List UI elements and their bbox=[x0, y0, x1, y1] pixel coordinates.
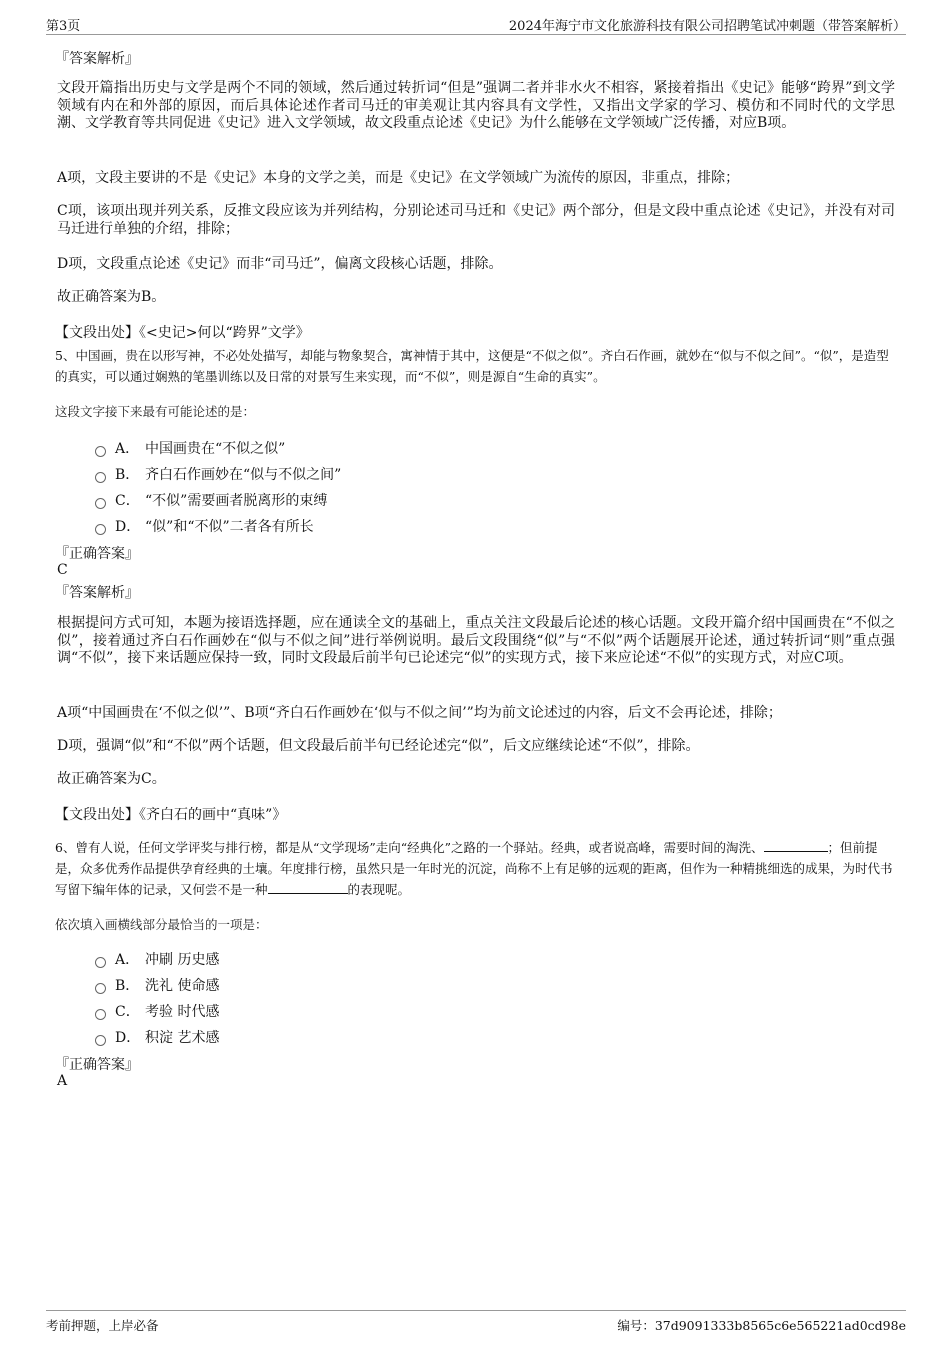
q5-option-d[interactable]: D． “似”和“不似”二者各有所长 bbox=[95, 516, 314, 536]
analysis-paragraph: C项，该项出现并列关系，反推文段应该为并列结构，分别论述司马迁和《史记》两个部分，但是文段中重点论述《史记》，并没有对司马迁进行单独的介绍，排除； bbox=[57, 203, 895, 237]
radio-icon[interactable] bbox=[95, 446, 106, 457]
analysis-paragraph: 文段开篇指出历史与文学是两个不同的领域，然后通过转折词“但是”强调二者并非水火不相容，紧接着指出《史记》能够“跨界”到文学领域有内在和外部的原因，而后具体论述作者司马迁的审美观让其内容具有文学性，又指出文学家的学习、模仿和不同时代的文学思潮、文学教育等共同促进《史记》进入文学领域，故文段重点论述《史记》为什么能够在文学领域广泛传播，对应B项。 bbox=[57, 80, 895, 131]
radio-icon[interactable] bbox=[95, 957, 106, 968]
document-id: 编号：37d9091333b8565c6e565221ad0cd98e bbox=[617, 1318, 906, 1333]
analysis-paragraph: D项，强调“似”和“不似”两个话题，但文段最后前半句已经论述完“似”，后文应继续论述“不似”，排除。 bbox=[57, 738, 700, 754]
q5-option-c[interactable]: C． “不似”需要画者脱离形的束缚 bbox=[95, 490, 327, 510]
page-number: 第3页 bbox=[46, 19, 81, 34]
analysis-label: 『答案解析』 bbox=[55, 585, 139, 601]
q6-option-c[interactable]: C． 考验 时代感 bbox=[95, 1001, 219, 1021]
correct-answer: A bbox=[57, 1073, 68, 1089]
page-header bbox=[46, 12, 906, 35]
radio-icon[interactable] bbox=[95, 524, 106, 535]
document-title: 2024年海宁市文化旅游科技有限公司招聘笔试冲刺题（带答案解析） bbox=[508, 19, 906, 34]
passage-source: 【文段出处】《<史记>何以“跨界”文学》 bbox=[55, 325, 310, 341]
question-5-prompt: 这段文字接下来最有可能论述的是： bbox=[55, 404, 256, 419]
q6-option-b[interactable]: B． 洗礼 使命感 bbox=[95, 975, 219, 995]
radio-icon[interactable] bbox=[95, 983, 106, 994]
analysis-label: 『答案解析』 bbox=[55, 51, 139, 67]
analysis-paragraph: A项，文段主要讲的不是《史记》本身的文学之美，而是《史记》在文学领域广为流传的原因，非重点，排除； bbox=[57, 170, 740, 186]
fill-blank-2 bbox=[268, 880, 348, 894]
analysis-conclusion: 故正确答案为C。 bbox=[57, 771, 166, 787]
analysis-paragraph: D项，文段重点论述《史记》而非“司马迁”，偏离文段核心话题，排除。 bbox=[57, 256, 503, 272]
q6-option-a[interactable]: A． 冲刷 历史感 bbox=[95, 949, 219, 969]
correct-answer: C bbox=[57, 562, 68, 578]
question-6-prompt: 依次填入画横线部分最恰当的一项是： bbox=[55, 917, 268, 932]
analysis-conclusion: 故正确答案为B。 bbox=[57, 289, 166, 305]
analysis-paragraph: 根据提问方式可知，本题为接语选择题，应在通读全文的基础上，重点关注文段最后论述的核心话题。文段开篇介绍中国画贵在“不似之似”，接着通过齐白石作画妙在“似与不似之间”进行举例说明。最后文段围绕“似”与“不似”两个话题展开论述，通过转折词“则”重点强调“不似”，接下来话题应保持一致，同时文段最后前半句已论述完“似”的实现方式，接下来应论述“不似”的实现方式，对应C项。 bbox=[57, 615, 895, 666]
question-6-text: 6、曾有人说，任何文学评奖与排行榜，都是从“文学现场”走向“经典化”之路的一个驿站。经典，或者说高峰，需要时间的淘洗、 ；但前提是，众多优秀作品提供孕育经典的土壤。年度排行榜，虽然只是一年时光的沉淀，尚称不上有足够的远观的距离，但作为一种精挑细选的成果，为时代书写留下编年体的记录，又何尝不是一种 的表现呢。 bbox=[55, 840, 893, 897]
correct-answer-label: 『正确答案』 bbox=[55, 1057, 139, 1073]
passage-source: 【文段出处】《齐白石的画中“真味”》 bbox=[55, 807, 287, 823]
radio-icon[interactable] bbox=[95, 1035, 106, 1046]
page-footer bbox=[46, 1310, 906, 1333]
question-5-text: 5、中国画，贵在以形写神，不必处处描写，却能与物象契合，寓神情于其中，这便是“不似之似”。齐白石作画，就妙在“似与不似之间”。“似”，是造型的真实，可以通过娴熟的笔墨训练以及日常的对景写生来实现，而“不似”，则是源自“生命的真实”。 bbox=[55, 348, 889, 384]
analysis-paragraph: A项“中国画贵在‘不似之似’”、B项“齐白石作画妙在‘似与不似之间’”均为前文论述过的内容，后文不会再论述，排除； bbox=[57, 705, 782, 721]
radio-icon[interactable] bbox=[95, 1009, 106, 1020]
radio-icon[interactable] bbox=[95, 498, 106, 509]
footer-slogan: 考前押题，上岸必备 bbox=[46, 1318, 159, 1333]
q5-option-b[interactable]: B． 齐白石作画妙在“似与不似之间” bbox=[95, 464, 341, 484]
q5-option-a[interactable]: A． 中国画贵在“不似之似” bbox=[95, 438, 285, 458]
q6-option-d[interactable]: D． 积淀 艺术感 bbox=[95, 1027, 219, 1047]
fill-blank-1 bbox=[764, 838, 828, 852]
radio-icon[interactable] bbox=[95, 472, 106, 483]
correct-answer-label: 『正确答案』 bbox=[55, 546, 139, 562]
